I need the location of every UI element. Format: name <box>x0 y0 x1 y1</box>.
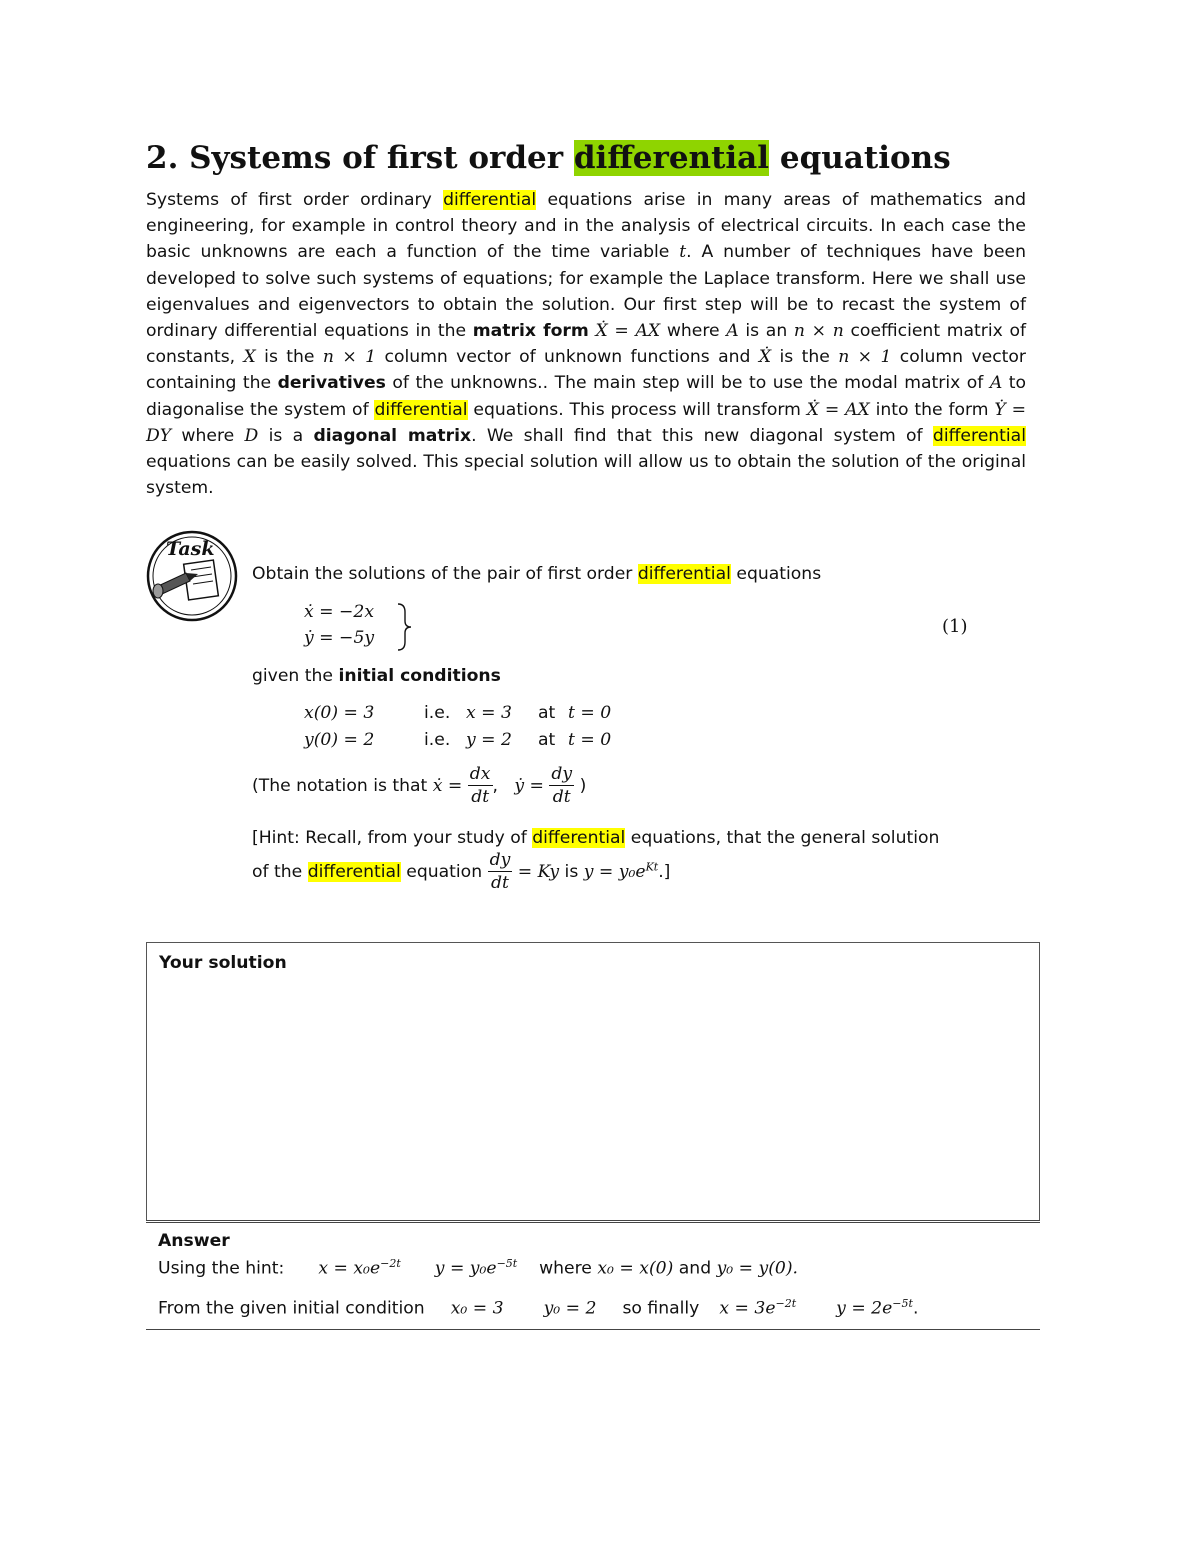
task-text: of the <box>252 862 308 883</box>
math-eq: y₀ = 2 <box>543 1298 597 1319</box>
answer-text: Using the hint: <box>158 1258 285 1279</box>
math-eq: y = 2e <box>836 1298 893 1319</box>
ic-time: t = 0 <box>568 703 612 723</box>
title-highlight: differential <box>573 140 770 176</box>
fraction-dydt <box>549 766 574 806</box>
notation-line <box>252 766 586 806</box>
answer-label: Answer <box>158 1231 230 1251</box>
math-var: t <box>679 242 687 263</box>
task-text: (The notation is that <box>252 776 433 797</box>
answer-text: From the given initial condition <box>158 1298 425 1319</box>
numerator: dx <box>468 766 493 786</box>
task-icon-label: Task <box>166 538 215 560</box>
equation-number: (1) <box>942 616 968 637</box>
task-text: is <box>559 862 584 883</box>
intro-text: column vector of unknown functions and <box>376 347 759 368</box>
task-text: equation <box>400 862 488 883</box>
task-text: .] <box>658 862 671 883</box>
math-var: D <box>244 425 259 446</box>
intro-text: is the <box>771 347 839 368</box>
answer-text: where <box>539 1258 592 1279</box>
math-eq: ẏ = <box>514 776 544 797</box>
intro-text: equations can be easily solved. This special solution will allow us to obtain the solution of the original system. <box>146 452 1026 499</box>
math-eq: = Ky <box>517 862 560 883</box>
ic2-lhs: y(0) = 2 <box>304 730 375 750</box>
intro-text: into the form <box>869 399 995 420</box>
task-text: Obtain the solutions of the pair of first order <box>252 564 638 584</box>
math-eq: n × 1 <box>322 347 377 368</box>
ic2-rhs: y = 2 <box>466 730 512 750</box>
answer-text: . <box>912 1298 919 1319</box>
answer-line-2 <box>158 1297 918 1319</box>
task-text: ) <box>579 776 587 797</box>
math-eq: n × n <box>793 321 844 342</box>
ic-at: at <box>538 730 556 750</box>
highlight-term: differential <box>307 862 401 883</box>
ic1-rhs: x = 3 <box>466 703 512 723</box>
math-eq: x₀ = 3 <box>450 1298 504 1319</box>
math-var: A <box>989 373 1003 394</box>
intro-text: is an <box>738 321 794 342</box>
ic-ie: i.e. <box>424 730 451 750</box>
denominator: dt <box>490 873 509 894</box>
ic-ie: i.e. <box>424 703 451 723</box>
task-statement <box>252 564 821 584</box>
given-conditions <box>252 666 501 686</box>
task-text: equations <box>730 564 822 584</box>
intro-text: is the <box>255 347 323 368</box>
bold-term: matrix form <box>472 321 589 342</box>
math-var: A <box>726 321 739 342</box>
highlight-term: differential <box>374 399 468 420</box>
intro-text: where <box>660 321 727 342</box>
page-title <box>146 140 1046 176</box>
intro-text: where <box>171 425 245 446</box>
exponent: −5t <box>496 1257 518 1270</box>
answer-line-1 <box>158 1257 798 1279</box>
math-var: X <box>243 347 256 368</box>
math-eq: x₀ = x(0) <box>597 1258 674 1279</box>
answer-text: so finally <box>622 1298 700 1319</box>
exponent: Kt <box>645 860 659 874</box>
math-eq: Ẋ = AX <box>595 321 661 342</box>
highlight-term: differential <box>443 190 537 210</box>
intro-text: coefficient matrix of constants, <box>146 321 1027 368</box>
intro-text: column vector containing the <box>146 347 1026 394</box>
exponent: −5t <box>892 1297 913 1310</box>
highlight-term: differential <box>932 425 1026 446</box>
title-suffix: equations <box>769 140 951 176</box>
intro-paragraph <box>146 187 1026 501</box>
task-icon <box>146 530 238 622</box>
hint-line-1 <box>252 828 939 848</box>
math-var: Ẋ <box>758 347 772 368</box>
math-eq: Ẋ = AX <box>806 399 870 420</box>
intro-text: . A number of techniques have been developed to solve such systems of equations; for example the Laplace transform. Here we shall use eigenvalues and eigenvectors to obtain the solution. Our first step will be to recast the system of ordinary differential equations in the <box>146 242 1026 342</box>
exponent: −2t <box>775 1297 797 1310</box>
math-eq: Ẏ = DY <box>146 399 1026 446</box>
comma: , <box>492 776 498 797</box>
math-eq: y = y₀e <box>434 1258 497 1279</box>
bold-term: derivatives <box>277 373 386 394</box>
intro-text: to diagonalise the system of <box>146 373 1027 420</box>
numerator: dy <box>488 852 513 872</box>
ic-time: t = 0 <box>568 730 612 750</box>
hint-line-2 <box>252 852 670 892</box>
numerator: dy <box>549 766 574 786</box>
denominator: dt <box>552 787 571 808</box>
fraction-dydt <box>488 852 513 892</box>
highlight-term: differential <box>637 564 731 584</box>
fraction-dxdt <box>468 766 493 806</box>
denominator: dt <box>471 787 490 808</box>
ic1-lhs: x(0) = 3 <box>304 703 375 723</box>
intro-text: Systems of first order ordinary <box>146 190 444 210</box>
equation-y: ẏ = −5y <box>304 628 375 648</box>
task-text: [Hint: Recall, from your study of <box>252 828 533 848</box>
ic-at: at <box>538 703 556 723</box>
solution-box[interactable] <box>146 942 1040 1221</box>
task-text: equations, that the general solution <box>625 828 940 848</box>
equation-x: ẋ = −2x <box>304 602 375 622</box>
answer-text: and <box>678 1258 712 1279</box>
math-eq: ẋ = <box>432 776 463 797</box>
math-eq: x = x₀e <box>318 1258 381 1279</box>
task-text: given the <box>252 666 339 686</box>
exponent: −2t <box>380 1257 401 1270</box>
math-eq: y = y₀e <box>583 862 646 883</box>
intro-text: of the unknowns.. The main step will be to use the modal matrix of <box>385 373 990 394</box>
highlight-term: differential <box>532 828 626 848</box>
math-eq: n × 1 <box>838 347 892 368</box>
intro-text: equations. This process will transform <box>467 399 807 420</box>
intro-text: equations arise in many areas of mathematics and engineering, for example in control theory and in the analysis of electrical circuits. In each case the basic unknowns are each a function of the time variable <box>146 190 1026 263</box>
bold-term: diagonal matrix <box>313 425 472 446</box>
answer-box <box>146 1220 1040 1330</box>
right-brace <box>396 602 414 652</box>
math-eq: x = 3e <box>719 1298 776 1319</box>
math-eq: y₀ = y(0). <box>716 1258 799 1279</box>
title-prefix: 2. Systems of first order <box>146 140 574 176</box>
intro-text: . We shall find that this new diagonal system of <box>471 425 933 446</box>
intro-text: is a <box>258 425 314 446</box>
bold-term: initial conditions <box>338 666 501 686</box>
solution-label: Your solution <box>159 953 287 973</box>
